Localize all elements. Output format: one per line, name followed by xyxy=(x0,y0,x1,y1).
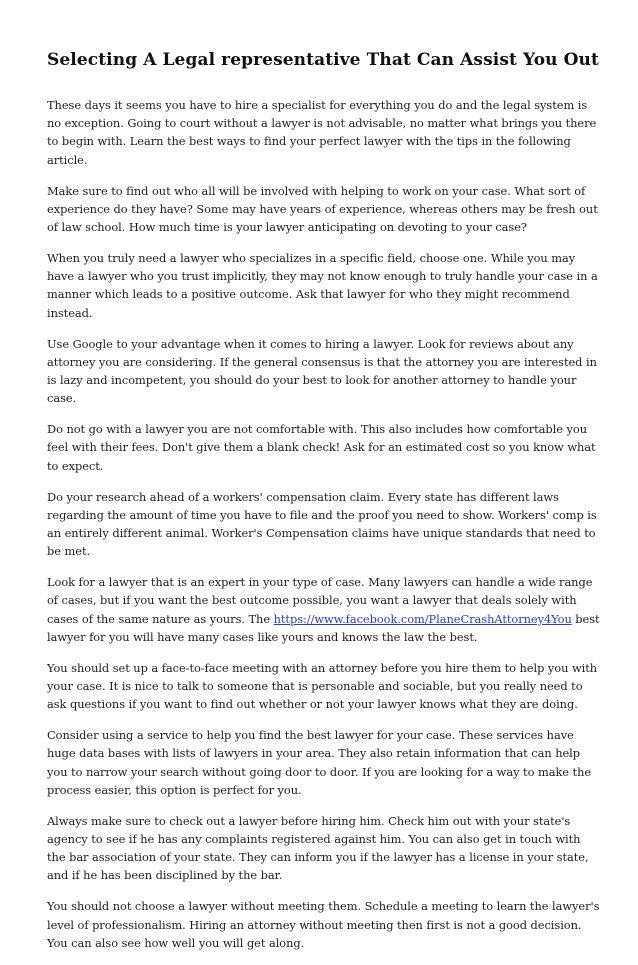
paragraph-expert-before: Look for a lawyer that is an expert in your type of case. Many lawyers can handle a wide range of cases, but if you want the best outcome possible, you want a lawyer that deals solely with cases of the same nature as yours. The xyxy=(47,575,593,626)
paragraph-meeting: You should set up a face-to-face meeting with an attorney before you hire them to help you with your case. It is nice to talk to someone that is personable and sociable, but you really need to ask questions if you want to find out whether or not your lawyer knows what they are doing. xyxy=(47,660,598,712)
article-body xyxy=(47,96,600,952)
paragraph-intro: These days it seems you have to hire a specialist for everything you do and the legal system is no exception. Going to court without a lawyer is not advisable, no matter what brings you there to begin with. Learn the best ways to find your perfect lawyer with the tips in the following article. xyxy=(47,98,597,167)
paragraph-check: Always make sure to check out a lawyer before hiring him. Check him out with your state's agency to see if he has any complaints registered against him. You can also get in touch with the bar association of your state. They can inform you if the lawyer has a license in your state, and if he has been disciplined by the bar. xyxy=(47,813,589,883)
paragraph-involved: Make sure to find out who all will be involved with helping to work on your case. What sort of experience do they have? Some may have years of experience, whereas others may be fresh out of law school. How much time is your lawyer anticipating on devoting to your case? xyxy=(47,183,598,235)
paragraph-service: Consider using a service to help you find the best lawyer for your case. These services have huge data bases with lists of lawyers in your area. They also retain information that can help you to narrow your search without going door to door. If you are looking for a way to make the process easier, this option is perfect for you. xyxy=(47,728,592,797)
paragraph-google: Use Google to your advantage when it comes to hiring a lawyer. Look for reviews about any attorney you are considering. If the general consensus is that the attorney you are interested in is lazy and incompetent, you should do your best to look for another attorney to handle your case. xyxy=(47,336,597,406)
paragraph-workers-comp: Do your research ahead of a workers' compensation claim. Every state has different laws regarding the amount of time you have to file and the proof you need to show. Workers' comp is an entirely different animal. Worker's Compensation claims have unique standards that need to be met. xyxy=(47,489,597,559)
facebook-link[interactable]: https://www.facebook.com/PlaneCrashAttorney4You xyxy=(273,611,572,626)
page-title: Selecting A Legal representative That Can Assist You Out xyxy=(47,50,599,70)
paragraph-schedule: You should not choose a lawyer without meeting them. Schedule a meeting to learn the lawyer's level of professionalism. Hiring an attorney without meeting then first is not a good decision. You can also see how well you will get along. xyxy=(47,899,600,950)
paragraph-expert-after: best lawyer for you will have many cases like yours and knows the law the best. xyxy=(47,611,600,644)
paragraph-specialist: When you truly need a lawyer who specializes in a specific field, choose one. While you may have a lawyer who you trust implicitly, they may not know enough to truly handle your case in a manner which leads to a positive outcome. Ask that lawyer for who they might recommend instead. xyxy=(47,251,598,320)
paragraph-comfortable: Do not go with a lawyer you are not comfortable with. This also includes how comfortable you feel with their fees. Don't give them a blank check! Ask for an estimated cost so you know what to expect. xyxy=(47,422,596,473)
paragraph-expert xyxy=(47,573,600,646)
document-page xyxy=(47,0,600,965)
